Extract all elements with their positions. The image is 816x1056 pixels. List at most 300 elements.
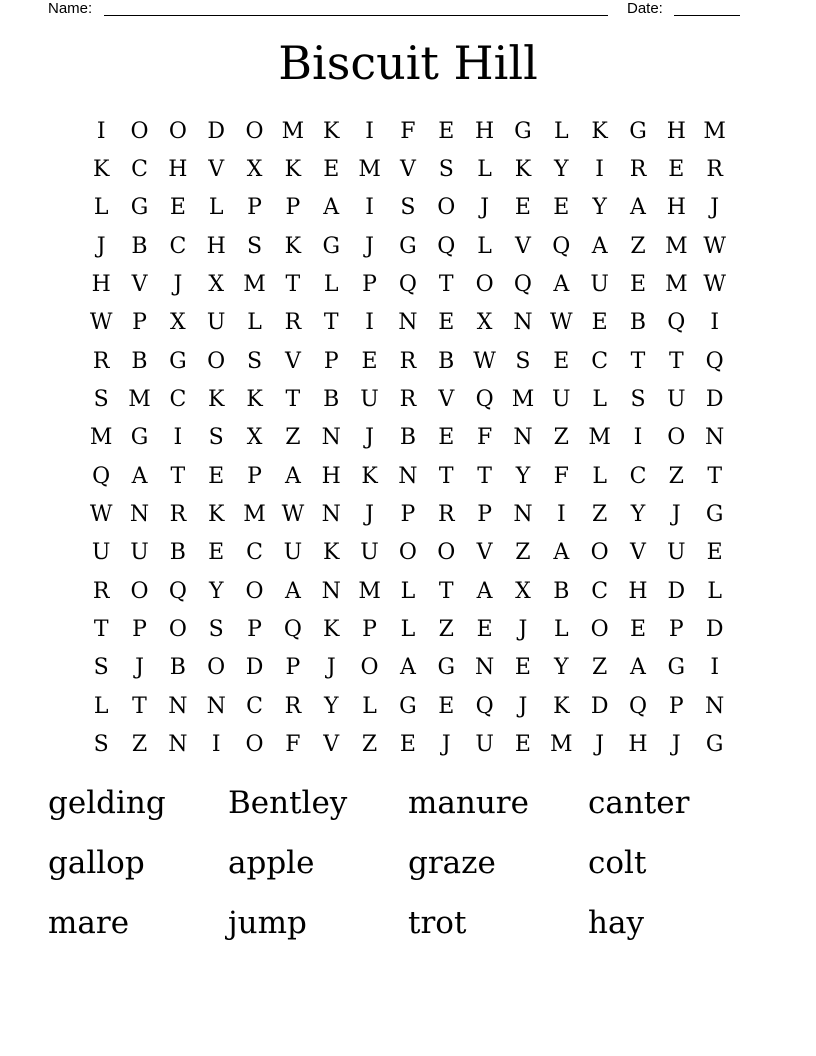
grid-letter: W — [703, 272, 726, 298]
grid-letter: A — [323, 195, 340, 221]
grid-letter: V — [208, 157, 225, 183]
grid-letter: O — [168, 617, 187, 643]
grid-letter: E — [514, 195, 531, 221]
grid-letter: H — [321, 463, 341, 489]
grid-letter: K — [553, 693, 570, 719]
grid-letter: K — [514, 157, 532, 183]
grid-letter: E — [208, 540, 225, 566]
grid-letter: A — [630, 655, 646, 681]
grid-letter: K — [323, 540, 340, 566]
grid-letter: E — [629, 272, 647, 298]
grid-letter: N — [321, 578, 341, 604]
grid-letter: U — [475, 732, 494, 758]
grid-letter: J — [480, 195, 490, 221]
grid-letter: O — [130, 118, 149, 144]
grid-letter: B — [169, 655, 186, 681]
word-bank-item: mare — [48, 905, 130, 941]
grid-letter: S — [208, 617, 224, 643]
grid-letter: R — [399, 387, 417, 413]
grid-letter: T — [438, 272, 454, 298]
grid-letter: T — [93, 617, 109, 643]
grid-letter: P — [323, 348, 339, 374]
grid-letter: O — [207, 348, 226, 374]
grid-letter: S — [93, 732, 109, 758]
grid-letter: V — [515, 233, 531, 259]
word-bank-item: gelding — [48, 785, 166, 821]
grid-letter: L — [400, 578, 416, 604]
grid-letter: H — [91, 272, 111, 298]
grid-letter: I — [211, 732, 221, 758]
grid-letter: L — [323, 272, 339, 298]
grid-letter: Y — [515, 463, 531, 489]
grid-letter: Z — [630, 233, 646, 259]
grid-letter: I — [365, 310, 374, 336]
grid-letter: B — [629, 310, 647, 336]
grid-letter: N — [321, 502, 341, 528]
grid-letter: L — [208, 195, 224, 221]
grid-letter: E — [514, 732, 531, 758]
grid-letter: U — [667, 387, 686, 413]
grid-letter: P — [668, 693, 684, 719]
grid-letter: O — [398, 540, 417, 566]
grid-letter: O — [168, 118, 187, 144]
grid-letter: V — [399, 157, 416, 183]
grid-letter: L — [477, 233, 492, 259]
grid-letter: L — [592, 387, 607, 413]
grid-letter: M — [89, 425, 113, 451]
grid-letter: O — [475, 272, 494, 298]
grid-letter: L — [93, 693, 109, 719]
grid-letter: S — [400, 195, 416, 221]
grid-letter: Q — [475, 387, 494, 413]
grid-letter: H — [475, 118, 495, 144]
grid-letter: E — [629, 617, 647, 643]
grid-letter: B — [399, 425, 416, 451]
grid-letter: Q — [552, 233, 571, 259]
word-bank-item: graze — [408, 845, 496, 881]
word-bank-item: colt — [588, 845, 647, 881]
grid-letter: H — [206, 233, 226, 259]
grid-letter: Q — [92, 463, 111, 489]
grid-letter: E — [438, 425, 455, 451]
grid-letter: T — [707, 463, 723, 489]
grid-letter: G — [130, 425, 149, 451]
grid-letter: T — [668, 348, 684, 374]
grid-letter: R — [92, 578, 110, 604]
grid-letter: P — [362, 272, 377, 298]
grid-letter: M — [511, 387, 535, 413]
grid-letter: V — [284, 348, 301, 374]
grid-letter: R — [284, 693, 302, 719]
grid-letter: O — [245, 578, 264, 604]
grid-letter: O — [130, 578, 149, 604]
grid-letter: C — [591, 578, 609, 604]
grid-letter: C — [591, 348, 609, 374]
grid-letter: S — [93, 655, 109, 681]
grid-letter: U — [206, 310, 226, 336]
word-bank-item: trot — [408, 905, 467, 941]
grid-letter: U — [360, 387, 379, 413]
grid-letter: S — [93, 387, 109, 413]
grid-letter: L — [247, 310, 262, 336]
grid-letter: S — [247, 348, 263, 374]
grid-letter: A — [284, 578, 301, 604]
grid-letter: J — [326, 655, 336, 681]
grid-letter: N — [129, 502, 150, 528]
grid-letter: G — [705, 732, 724, 758]
grid-letter: B — [131, 348, 148, 374]
grid-letter: C — [131, 157, 148, 183]
grid-letter: U — [130, 540, 149, 566]
grid-letter: P — [247, 195, 262, 221]
grid-letter: B — [131, 233, 148, 259]
grid-letter: A — [553, 540, 570, 566]
word-bank-item: hay — [588, 905, 644, 941]
grid-letter: G — [514, 118, 532, 144]
grid-letter: L — [400, 617, 416, 643]
grid-letter: U — [667, 540, 686, 566]
grid-letter: V — [438, 387, 455, 413]
grid-letter: W — [549, 310, 573, 336]
grid-letter: U — [91, 540, 111, 566]
grid-letter: B — [553, 578, 570, 604]
grid-letter: L — [553, 617, 569, 643]
grid-letter: V — [476, 540, 493, 566]
grid-letter: I — [365, 195, 374, 221]
grid-letter: C — [169, 233, 187, 259]
grid-letter: M — [243, 502, 266, 528]
grid-letter: M — [243, 272, 266, 298]
date-blank-line — [674, 15, 740, 16]
grid-letter: Z — [438, 617, 454, 643]
grid-letter: P — [132, 310, 147, 336]
grid-letter: G — [169, 348, 187, 374]
grid-letter: C — [246, 540, 263, 566]
grid-letter: U — [360, 540, 379, 566]
grid-letter: Z — [285, 425, 301, 451]
grid-letter: E — [476, 617, 493, 643]
grid-letter: Q — [628, 693, 647, 719]
grid-letter: V — [630, 540, 646, 566]
word-bank-item: manure — [408, 785, 529, 821]
grid-letter: R — [706, 157, 723, 183]
grid-letter: E — [438, 118, 455, 144]
grid-letter: A — [476, 578, 493, 604]
grid-letter: P — [668, 617, 684, 643]
word-bank-item: canter — [588, 785, 690, 821]
grid-letter: O — [590, 617, 609, 643]
grid-letter: M — [128, 387, 151, 413]
grid-letter: Z — [591, 655, 608, 681]
worksheet-header — [48, 0, 740, 20]
letter-grid — [82, 112, 734, 764]
word-bank-item: apple — [228, 845, 315, 881]
grid-letter: D — [705, 617, 724, 643]
grid-letter: N — [206, 693, 226, 719]
grid-letter: J — [96, 233, 106, 259]
grid-letter: J — [518, 617, 528, 643]
grid-letter: E — [361, 348, 378, 374]
grid-letter: P — [285, 655, 301, 681]
grid-letter: E — [706, 540, 723, 566]
grid-letter: R — [399, 348, 417, 374]
grid-letter: A — [591, 233, 608, 259]
grid-letter: T — [630, 348, 646, 374]
grid-letter: H — [666, 118, 686, 144]
grid-letter: H — [628, 732, 648, 758]
grid-letter: Q — [283, 617, 302, 643]
grid-letter: U — [590, 272, 609, 298]
word-bank-item: jump — [228, 905, 307, 941]
grid-letter: A — [630, 195, 646, 221]
grid-letter: K — [361, 463, 378, 489]
grid-letter: S — [630, 387, 646, 413]
grid-letter: F — [285, 732, 301, 758]
grid-letter: M — [665, 272, 688, 298]
grid-letter: G — [437, 655, 456, 681]
grid-letter: J — [671, 732, 681, 758]
grid-letter: K — [246, 387, 263, 413]
grid-letter: H — [628, 578, 648, 604]
grid-letter: G — [629, 118, 647, 144]
grid-letter: E — [438, 693, 455, 719]
grid-letter: E — [399, 732, 416, 758]
word-bank-item: gallop — [48, 845, 145, 881]
grid-letter: W — [89, 502, 113, 528]
grid-letter: J — [135, 655, 144, 681]
grid-letter: D — [245, 655, 264, 681]
grid-letter: Q — [475, 693, 494, 719]
grid-letter: W — [89, 310, 113, 336]
name-label: Name: — [48, 0, 93, 17]
grid-letter: O — [590, 540, 609, 566]
grid-letter: G — [667, 655, 686, 681]
grid-letter: M — [665, 233, 688, 259]
grid-letter: I — [710, 310, 720, 336]
grid-letter: H — [168, 157, 188, 183]
grid-letter: N — [705, 425, 725, 451]
grid-letter: T — [438, 463, 454, 489]
grid-letter: I — [710, 655, 720, 681]
grid-letter: B — [169, 540, 186, 566]
grid-letter: I — [96, 118, 106, 144]
grid-letter: X — [170, 310, 186, 336]
grid-letter: E — [591, 310, 608, 336]
word-bank-item: Bentley — [228, 785, 348, 821]
grid-letter: R — [92, 348, 110, 374]
grid-letter: X — [208, 272, 225, 298]
grid-letter: Y — [554, 655, 569, 681]
grid-letter: O — [245, 732, 264, 758]
grid-letter: T — [477, 463, 492, 489]
grid-letter: X — [476, 310, 493, 336]
grid-letter: X — [246, 425, 263, 451]
grid-letter: G — [322, 233, 341, 259]
grid-letter: L — [553, 118, 569, 144]
grid-letter: M — [588, 425, 611, 451]
grid-letter: T — [323, 310, 339, 336]
grid-letter: J — [518, 693, 528, 719]
grid-letter: S — [208, 425, 224, 451]
grid-letter: P — [285, 195, 301, 221]
grid-letter: P — [132, 617, 147, 643]
grid-letter: Q — [437, 233, 456, 259]
grid-letter: W — [703, 233, 726, 259]
grid-letter: L — [362, 693, 377, 719]
name-blank-line — [104, 15, 608, 16]
grid-letter: P — [362, 617, 377, 643]
grid-letter: P — [247, 463, 262, 489]
grid-letter: G — [399, 693, 417, 719]
grid-letter: N — [168, 732, 188, 758]
grid-letter: Q — [398, 272, 417, 298]
grid-letter: Q — [667, 310, 686, 336]
grid-letter: K — [591, 118, 608, 144]
grid-letter: I — [595, 157, 604, 183]
grid-letter: C — [169, 387, 187, 413]
grid-letter: Y — [592, 195, 607, 221]
grid-letter: Y — [630, 502, 646, 528]
grid-letter: C — [629, 463, 647, 489]
grid-letter: L — [707, 578, 722, 604]
grid-letter: Q — [168, 578, 187, 604]
grid-letter: Z — [361, 732, 378, 758]
grid-letter: R — [169, 502, 187, 528]
grid-letter: J — [441, 732, 451, 758]
grid-letter: O — [360, 655, 379, 681]
grid-letter: J — [365, 425, 374, 451]
grid-letter: K — [207, 502, 225, 528]
grid-letter: V — [131, 272, 148, 298]
grid-letter: Q — [513, 272, 532, 298]
grid-letter: W — [473, 348, 496, 374]
grid-letter: B — [323, 387, 340, 413]
grid-letter: E — [514, 655, 531, 681]
grid-letter: U — [283, 540, 303, 566]
grid-letter: K — [284, 233, 302, 259]
grid-letter: W — [281, 502, 305, 528]
grid-letter: D — [590, 693, 609, 719]
date-label: Date: — [627, 0, 663, 17]
grid-letter: X — [515, 578, 531, 604]
grid-letter: M — [358, 157, 381, 183]
grid-letter: M — [550, 732, 573, 758]
grid-letter: A — [284, 463, 301, 489]
grid-letter: N — [398, 310, 418, 336]
grid-letter: Z — [515, 540, 531, 566]
grid-letter: E — [553, 348, 570, 374]
grid-letter: K — [207, 387, 225, 413]
grid-letter: Z — [668, 463, 684, 489]
grid-letter: G — [705, 502, 724, 528]
grid-letter: F — [476, 425, 493, 451]
grid-letter: S — [438, 157, 454, 183]
grid-letter: N — [398, 463, 418, 489]
grid-letter: H — [666, 195, 686, 221]
grid-letter: K — [284, 157, 302, 183]
grid-letter: A — [131, 463, 148, 489]
grid-letter: J — [710, 195, 720, 221]
grid-letter: O — [245, 118, 264, 144]
grid-letter: T — [132, 693, 147, 719]
grid-letter: L — [477, 157, 492, 183]
grid-letter: M — [703, 118, 726, 144]
grid-letter: P — [477, 502, 493, 528]
grid-letter: N — [321, 425, 341, 451]
grid-letter: S — [247, 233, 263, 259]
grid-letter: J — [595, 732, 605, 758]
grid-letter: A — [553, 272, 570, 298]
grid-letter: O — [437, 195, 456, 221]
grid-letter: T — [170, 463, 186, 489]
grid-letter: O — [437, 540, 456, 566]
grid-letter: C — [246, 693, 263, 719]
grid-letter: F — [553, 463, 569, 489]
grid-letter: J — [365, 233, 374, 259]
grid-letter: K — [323, 617, 340, 643]
grid-letter: S — [515, 348, 531, 374]
grid-letter: E — [323, 157, 340, 183]
grid-letter: J — [173, 272, 183, 298]
grid-letter: V — [323, 732, 340, 758]
grid-letter: K — [92, 157, 110, 183]
grid-letter: Y — [323, 693, 339, 719]
grid-letter: B — [438, 348, 455, 374]
grid-letter: N — [705, 693, 725, 719]
grid-letter: R — [629, 157, 647, 183]
grid-letter: G — [399, 233, 417, 259]
grid-letter: P — [247, 617, 262, 643]
grid-letter: P — [400, 502, 416, 528]
grid-letter: O — [207, 655, 226, 681]
grid-letter: I — [556, 502, 566, 528]
grid-letter: N — [168, 693, 188, 719]
grid-letter: Z — [131, 732, 148, 758]
grid-letter: E — [668, 157, 685, 183]
grid-letter: T — [285, 387, 301, 413]
grid-letter: D — [207, 118, 226, 144]
grid-letter: N — [474, 655, 495, 681]
page-title: Biscuit Hill — [278, 36, 538, 90]
grid-letter: L — [93, 195, 109, 221]
grid-letter: M — [358, 578, 381, 604]
word-bank — [48, 778, 768, 958]
grid-letter: A — [399, 655, 416, 681]
grid-letter: K — [323, 118, 340, 144]
grid-letter: Z — [553, 425, 569, 451]
grid-letter: R — [284, 310, 302, 336]
grid-letter: I — [365, 118, 374, 144]
grid-letter: F — [400, 118, 416, 144]
grid-letter: D — [705, 387, 724, 413]
grid-letter: T — [438, 578, 454, 604]
grid-letter: N — [513, 310, 533, 336]
grid-letter: I — [173, 425, 183, 451]
grid-letter: E — [169, 195, 186, 221]
grid-letter: J — [365, 502, 374, 528]
grid-letter: E — [553, 195, 570, 221]
grid-letter: U — [552, 387, 571, 413]
grid-letter: M — [281, 118, 305, 144]
grid-letter: D — [667, 578, 686, 604]
grid-letter: R — [437, 502, 455, 528]
grid-letter: N — [513, 425, 533, 451]
grid-letter: N — [513, 502, 533, 528]
grid-letter: Q — [705, 348, 724, 374]
grid-letter: E — [208, 463, 225, 489]
grid-letter: G — [130, 195, 149, 221]
grid-letter: I — [633, 425, 643, 451]
